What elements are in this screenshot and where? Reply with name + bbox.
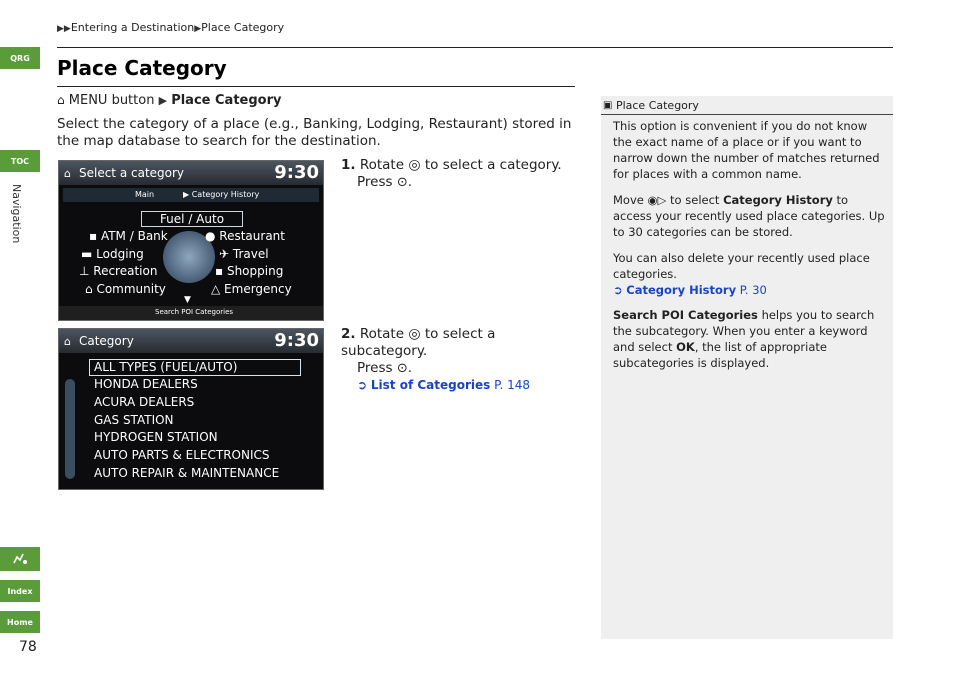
item-shopping-label: Shopping xyxy=(226,264,284,278)
chevron-down-icon: ▼ xyxy=(184,295,191,305)
bed-icon: ▬ xyxy=(81,247,97,261)
screen-title: Category xyxy=(78,334,134,348)
divider xyxy=(57,86,575,87)
item-fuel-auto[interactable]: Fuel / Auto xyxy=(141,211,243,227)
step-rotate: Rotate xyxy=(359,157,405,173)
item-emergency-label: Emergency xyxy=(224,282,292,296)
voice-icon[interactable] xyxy=(0,547,40,571)
search-poi-categories[interactable]: Search POI Categories xyxy=(155,308,234,316)
press-dial-icon: ⊙ xyxy=(396,361,408,376)
warning-icon: △ xyxy=(211,282,225,296)
home-icon: ⌂ xyxy=(64,334,71,348)
breadcrumb xyxy=(57,21,284,34)
tab-history-label: Category History xyxy=(191,190,260,199)
cart-icon: ▪ xyxy=(215,264,227,278)
item-recreation-label: Recreation xyxy=(93,264,158,278)
item-lodging[interactable] xyxy=(81,247,144,261)
screen-title: Select a category xyxy=(78,166,185,180)
list-item[interactable]: AUTO REPAIR & MAINTENANCE xyxy=(94,466,280,480)
link-page[interactable]: P. 30 xyxy=(739,283,767,297)
note-paragraph: Move ◉▷ to select Category History to access your recently used place categories. Up to 30 categories can be stored. xyxy=(613,193,885,239)
home-tab[interactable]: Home xyxy=(0,611,40,633)
screen-category-list xyxy=(58,328,324,490)
list-item[interactable]: GAS STATION xyxy=(94,413,174,427)
item-emergency[interactable] xyxy=(211,282,292,296)
step-2: 2. Rotate ◎ to select a subcategory. Press ⊙. ➲ List of Categories P. 148 xyxy=(341,326,531,392)
joystick-icon: ◉▷ xyxy=(647,193,667,207)
list-item[interactable]: ACURA DEALERS xyxy=(94,395,195,409)
atm-icon: ▪ xyxy=(89,229,101,243)
breadcrumb-link-entering[interactable]: Entering a Destination xyxy=(70,21,195,34)
arrow-icon: ▶▶ xyxy=(57,24,71,34)
nav-path-target: Place Category xyxy=(171,93,282,108)
item-community-label: Community xyxy=(96,282,166,296)
arrow-icon: ▶ xyxy=(158,94,168,107)
note-paragraph: You can also delete your recently used place categories. ➲ Category History P. 30 xyxy=(613,251,870,297)
item-restaurant[interactable] xyxy=(205,229,285,243)
screen-select-category xyxy=(58,160,324,321)
arrow-icon: ▶ xyxy=(194,24,202,34)
divider xyxy=(57,47,893,48)
list-item[interactable]: HONDA DEALERS xyxy=(94,377,198,391)
note-title: Place Category xyxy=(615,98,699,112)
item-travel-label: Travel xyxy=(232,247,269,261)
link-page[interactable]: P. 148 xyxy=(494,378,531,392)
rotate-dial-icon: ◎ xyxy=(408,326,421,342)
index-tab[interactable]: Index xyxy=(0,580,40,602)
rotate-dial-icon: ◎ xyxy=(408,157,421,173)
item-community[interactable] xyxy=(85,282,166,296)
item-restaurant-label: Restaurant xyxy=(219,229,285,243)
link-list-of-categories[interactable]: List of Categories xyxy=(370,378,491,392)
note-paragraph: This option is convenient if you do not know the exact name of a place or if you want to narrow down the number of matches returned for places with a common name. xyxy=(613,119,880,181)
note-icon: ▣ xyxy=(603,99,613,111)
step-text: to select a category. xyxy=(424,157,562,173)
list-item[interactable]: AUTO PARTS & ELECTRONICS xyxy=(94,448,270,462)
link-category-history[interactable]: Category History xyxy=(626,283,737,297)
section-label: Navigation xyxy=(10,184,23,244)
item-lodging-label: Lodging xyxy=(96,247,144,261)
step-press: Press xyxy=(357,360,393,376)
step-number: 2. xyxy=(341,326,356,342)
arrow-icon: ▶ xyxy=(183,190,192,199)
note-paragraph: Search POI Categories helps you to search the subcategory. When you enter a keyword and select OK, the list of appropriate subcategories is displayed. xyxy=(613,308,875,370)
list-item-selected[interactable]: ALL TYPES (FUEL/AUTO) xyxy=(89,359,301,376)
golf-icon: ⊥ xyxy=(79,264,94,278)
item-travel[interactable] xyxy=(219,247,269,261)
item-recreation[interactable] xyxy=(79,264,157,278)
breadcrumb-current: Place Category xyxy=(201,21,285,34)
tab-main[interactable]: Main xyxy=(135,190,155,199)
item-atm-bank[interactable] xyxy=(89,229,168,243)
step-rotate: Rotate xyxy=(359,326,405,342)
intro-text: Select the category of a place (e.g., Banking, Lodging, Restaurant) stored in the map database to search for the destination. xyxy=(57,116,572,149)
link-arrow-icon: ➲ xyxy=(357,378,368,392)
screen-time: 9:30 xyxy=(274,330,319,351)
screen-time: 9:30 xyxy=(274,162,319,183)
step-number: 1. xyxy=(341,157,356,173)
qrg-tab[interactable]: QRG xyxy=(0,47,40,69)
note-header xyxy=(601,96,893,115)
step-text: to select a subcategory. xyxy=(341,326,496,359)
nav-path-button: MENU button xyxy=(68,93,155,108)
step-press: Press xyxy=(357,174,393,190)
page-title: Place Category xyxy=(57,56,227,80)
item-atm-label: ATM / Bank xyxy=(100,229,168,243)
menu-button-icon: ⌂ xyxy=(57,93,65,107)
tab-category-history[interactable] xyxy=(183,190,259,199)
home-icon: ⌂ xyxy=(64,166,71,180)
toc-tab[interactable]: TOC xyxy=(0,150,40,172)
restaurant-icon: ● xyxy=(205,229,220,243)
press-dial-icon: ⊙ xyxy=(396,175,408,190)
link-arrow-icon: ➲ xyxy=(613,283,623,297)
list-item[interactable]: HYDROGEN STATION xyxy=(94,430,218,444)
note-panel xyxy=(601,96,893,639)
item-shopping[interactable] xyxy=(215,264,283,278)
scroll-track[interactable] xyxy=(65,379,75,479)
step-1: 1. Rotate ◎ to select a category. Press ⊙. xyxy=(341,157,562,190)
plane-icon: ✈ xyxy=(219,247,233,261)
nav-path xyxy=(57,93,281,108)
building-icon: ⌂ xyxy=(85,282,97,296)
page-number: 78 xyxy=(19,639,37,655)
